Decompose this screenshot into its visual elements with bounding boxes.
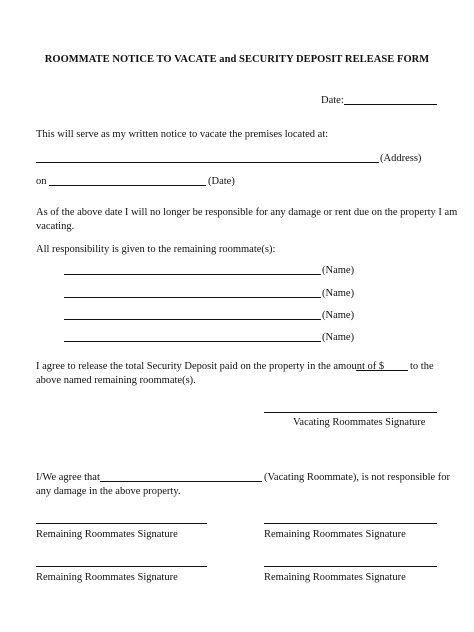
name-field-line-4[interactable] (64, 341, 321, 342)
remaining-signature-label-4: Remaining Roommates Signature (264, 572, 406, 583)
vacate-date-label: (Date) (208, 176, 235, 187)
name-field-line-3[interactable] (64, 319, 321, 320)
name-label-1: (Name) (322, 265, 355, 276)
deposit-amount-field-line[interactable] (356, 370, 408, 371)
all-responsibility-text: All responsibility is given to the remaining roommate(s): (36, 244, 276, 255)
we-agree-text-1: I/We agree that (36, 472, 100, 483)
vacating-signature-line[interactable] (264, 412, 437, 413)
name-label-2: (Name) (322, 288, 355, 299)
remaining-signature-line-2[interactable] (264, 523, 437, 524)
remaining-signature-line-3[interactable] (36, 566, 207, 567)
notice-text: This will serve as my written notice to vacate the premises located at: (36, 129, 329, 140)
name-field-line-1[interactable] (64, 274, 321, 275)
we-agree-text-1b: (Vacating Roommate), is not responsible for (264, 472, 451, 483)
date-field-line[interactable] (344, 104, 437, 105)
we-agree-text-2: any damage in the above property. (36, 486, 181, 497)
on-label: on (36, 176, 47, 187)
remaining-signature-label-3: Remaining Roommates Signature (36, 572, 178, 583)
name-label-4: (Name) (322, 332, 355, 343)
vacating-roommate-field-line[interactable] (100, 481, 262, 482)
vacating-signature-label: Vacating Roommates Signature (293, 417, 426, 428)
name-label-3: (Name) (322, 310, 355, 321)
form-title: ROOMMATE NOTICE TO VACATE and SECURITY DEPOSIT RELEASE FORM (44, 54, 430, 65)
date-label: Date: (321, 95, 344, 106)
remaining-signature-label-1: Remaining Roommates Signature (36, 529, 178, 540)
address-label: (Address) (380, 153, 422, 164)
remaining-signature-line-1[interactable] (36, 523, 207, 524)
deposit-text-2: above named remaining roommate(s). (36, 375, 196, 386)
name-field-line-2[interactable] (64, 297, 321, 298)
responsibility-line-2: vacating. (36, 221, 75, 232)
remaining-signature-line-4[interactable] (264, 566, 437, 567)
responsibility-line-1: As of the above date I will no longer be responsible for any damage or rent due on the property I am (36, 207, 458, 218)
address-field-line[interactable] (36, 162, 379, 163)
remaining-signature-label-2: Remaining Roommates Signature (264, 529, 406, 540)
deposit-text-1: I agree to release the total Security Deposit paid on the property in the amount of $ (36, 361, 385, 372)
deposit-text-1b: to the (410, 361, 434, 372)
vacate-date-field-line[interactable] (49, 185, 206, 186)
